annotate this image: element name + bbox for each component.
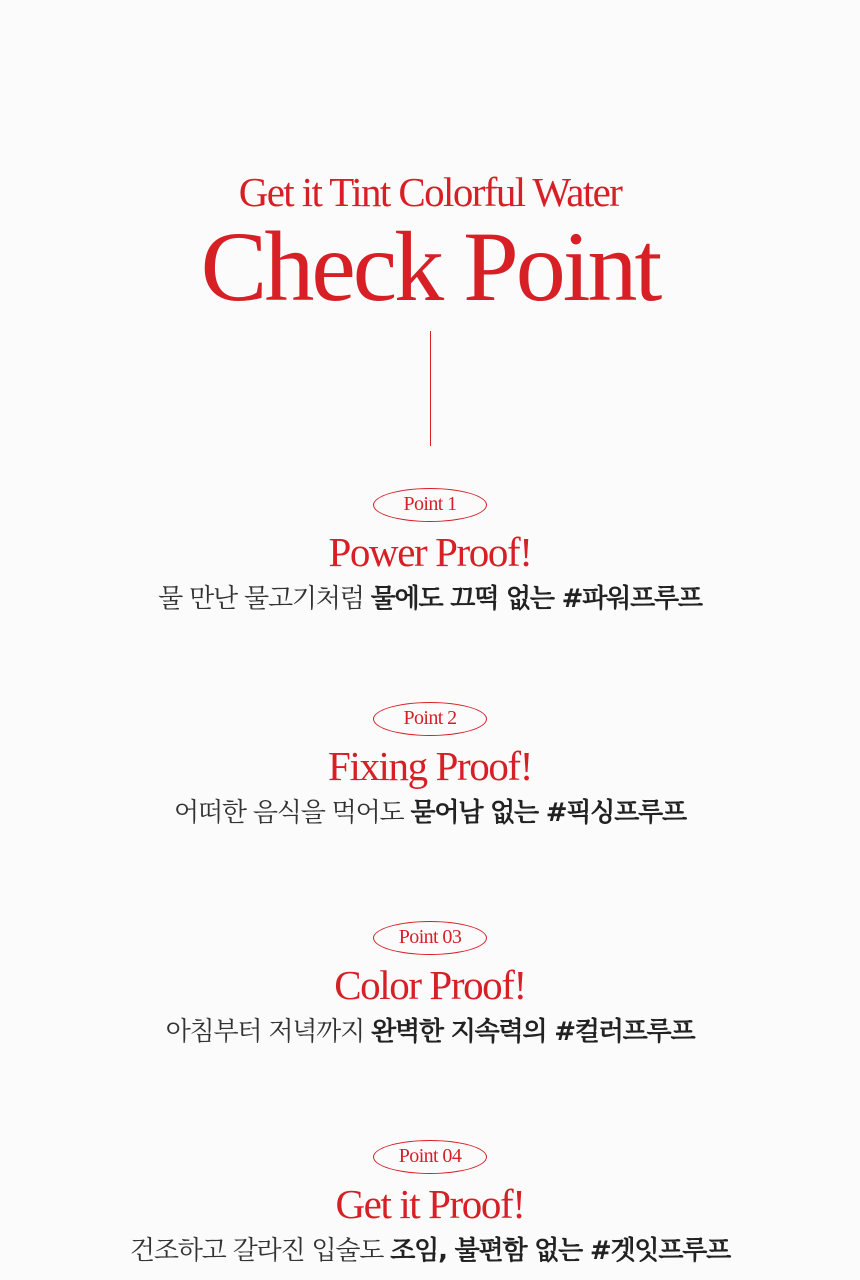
description-bold: 묻어남 없는 #픽싱프루프 — [410, 798, 686, 828]
description-plain: 아침부터 저녁까지 — [165, 1017, 372, 1047]
page-title: Check Point — [200, 211, 660, 322]
point-heading: Power Proof! — [328, 529, 532, 575]
description-plain: 어떠한 음식을 먹어도 — [174, 798, 411, 828]
point-badge: Point 04 — [373, 1140, 487, 1174]
description-bold: 물에도 끄떡 없는 #파워프루프 — [370, 584, 702, 614]
point-heading: Fixing Proof! — [328, 743, 532, 789]
product-name-subtitle: Get it Tint Colorful Water — [238, 169, 622, 215]
vertical-divider — [430, 331, 431, 446]
point-badge: Point 03 — [373, 921, 487, 955]
description-bold: 조임, 불편함 없는 #겟잇프루프 — [390, 1236, 731, 1266]
description-bold: 완벽한 지속력의 #컬러프루프 — [371, 1017, 695, 1047]
point-description — [0, 1013, 860, 1051]
point-heading: Color Proof! — [334, 962, 526, 1008]
description-plain: 물 만난 물고기처럼 — [158, 584, 371, 614]
point-description — [0, 580, 860, 618]
point-badge: Point 1 — [373, 488, 487, 522]
description-plain: 건조하고 갈라진 입술도 — [129, 1236, 391, 1266]
point-heading: Get it Proof! — [335, 1181, 525, 1227]
point-description — [0, 794, 860, 832]
point-description — [0, 1232, 860, 1270]
point-badge: Point 2 — [373, 702, 487, 736]
